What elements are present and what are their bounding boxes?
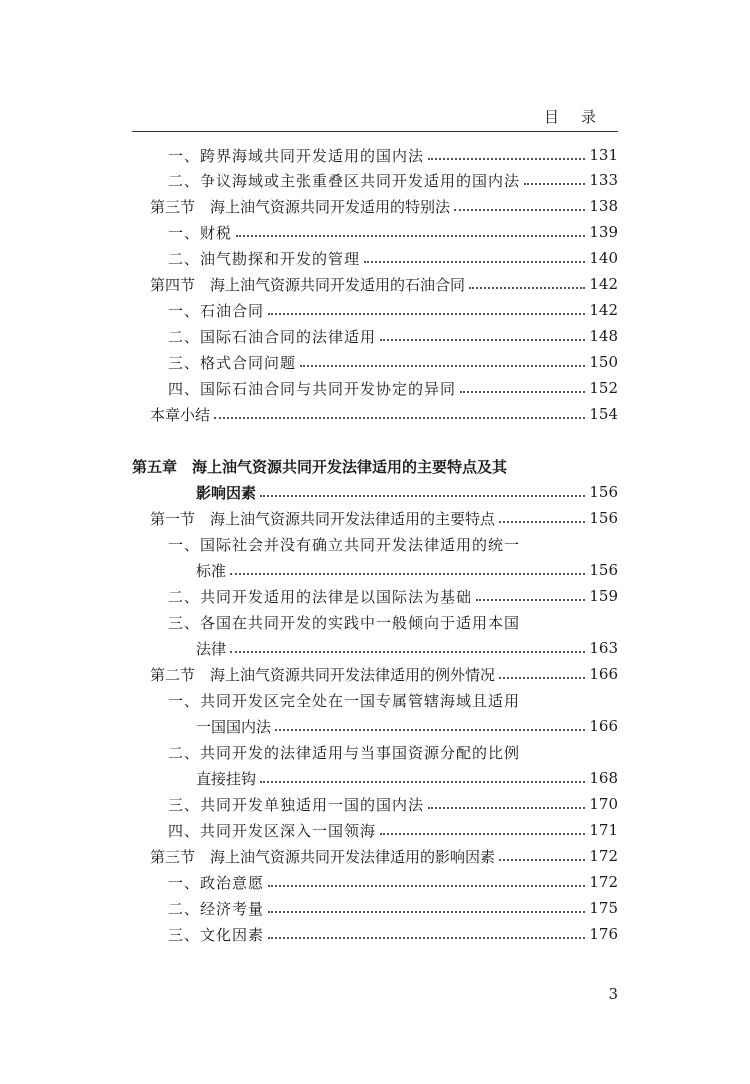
toc-entry-label: 一、跨界海域共同开发适用的国内法 (168, 146, 425, 165)
toc-entry-page: 152 (589, 379, 618, 397)
toc-entry-label: 二、共同开发的法律适用与当事国资源分配的比例 (168, 743, 521, 762)
toc-entry-label: 影响因素 (196, 483, 257, 502)
toc-dot-leader (476, 585, 585, 601)
toc-entry (0, 741, 618, 763)
toc-dot-leader (268, 299, 585, 315)
toc-entry-label: 第五章 海上油气资源共同开发法律适用的主要特点及其 (132, 457, 508, 476)
toc-entry-label: 四、国际石油合同与共同开发协定的异同 (168, 379, 457, 398)
toc-entry-label: 第二节 海上油气资源共同开发法律适用的例外情况 (150, 665, 496, 684)
toc-dot-leader (454, 195, 585, 211)
toc-dot-leader (268, 923, 585, 939)
toc-entry-label: 一、政治意愿 (168, 873, 265, 892)
toc-entry (0, 195, 618, 217)
toc-dot-leader (499, 663, 585, 679)
toc-entry-label: 一、共同开发区完全处在一国专属管辖海域且适用 (168, 691, 521, 710)
toc-entry (0, 923, 618, 945)
toc-entry-label: 三、各国在共同开发的实践中一般倾向于适用本国 (168, 613, 521, 632)
toc-entry (0, 247, 618, 269)
toc-entry-page: 170 (589, 795, 618, 813)
toc-dot-leader (380, 325, 585, 341)
toc-entry-label: 三、文化因素 (168, 925, 265, 944)
toc-dot-leader (380, 819, 585, 835)
toc-entry (0, 533, 618, 555)
toc-entry-label: 二、经济考量 (168, 899, 265, 918)
toc-entry-page: 142 (589, 301, 618, 319)
toc-entry (0, 897, 618, 919)
toc-dot-leader (230, 637, 585, 653)
toc-entry-label: 二、油气勘探和开发的管理 (168, 249, 361, 268)
toc-entry-label: 第四节 海上油气资源共同开发适用的石油合同 (150, 275, 466, 294)
toc-entry-label: 四、共同开发区深入一国领海 (168, 821, 377, 840)
toc-dot-leader (230, 559, 585, 575)
toc-entry-page: 156 (589, 561, 618, 579)
toc-dot-leader (236, 221, 585, 237)
toc-entry (0, 689, 618, 711)
toc-entry (0, 351, 618, 373)
toc-dot-leader (268, 871, 585, 887)
toc-entry-label: 本章小结 (150, 405, 211, 424)
toc-entry-page: 156 (589, 509, 618, 527)
toc-entry-label: 二、共同开发适用的法律是以国际法为基础 (168, 587, 473, 606)
toc-dot-leader (364, 247, 585, 263)
toc-entry-label: 三、共同开发单独适用一国的国内法 (168, 795, 425, 814)
toc-entry-page: 139 (589, 223, 618, 241)
toc-entry (0, 715, 618, 737)
toc-entry-page: 163 (589, 639, 618, 657)
toc-dot-leader (260, 481, 585, 497)
toc-entry-label: 二、争议海域或主张重叠区共同开发适用的国内法 (168, 171, 521, 190)
toc-entry (0, 793, 618, 815)
toc-entry-page: 172 (589, 847, 618, 865)
toc-entry (0, 481, 618, 503)
toc-dot-leader (499, 845, 585, 861)
toc-entry-page: 156 (589, 483, 618, 501)
toc-entry (0, 221, 618, 243)
toc-entry (0, 299, 618, 321)
toc-entry-label: 一、财税 (168, 223, 233, 242)
toc-dot-leader (428, 144, 585, 160)
toc-entry (0, 455, 618, 477)
toc-entry-page: 166 (589, 665, 618, 683)
toc-entry-page: 142 (589, 275, 618, 293)
toc-dot-leader (524, 169, 585, 185)
toc-entry-page: 175 (589, 899, 618, 917)
toc-dot-leader (460, 377, 585, 393)
toc-entry (0, 377, 618, 399)
toc-entry-page: 154 (589, 405, 618, 423)
page-number: 3 (608, 985, 618, 1003)
toc-entry-label: 一、石油合同 (168, 301, 265, 320)
toc-entry (0, 871, 618, 893)
toc-entry-label: 一、国际社会并没有确立共同开发法律适用的统一 (168, 535, 521, 554)
toc-entry-label: 一国国内法 (196, 717, 272, 736)
toc-entry-page: 138 (589, 197, 618, 215)
toc-entry (0, 403, 618, 425)
toc-entry-page: 172 (589, 873, 618, 891)
toc-entry-page: 166 (589, 717, 618, 735)
toc-entry (0, 637, 618, 659)
toc-entry-page: 140 (589, 249, 618, 267)
toc-entry-label: 标准 (196, 561, 227, 580)
toc-dot-leader (499, 507, 585, 523)
toc-entry (0, 144, 618, 166)
toc-dot-leader (300, 351, 585, 367)
toc-entry-page: 150 (589, 353, 618, 371)
toc-entry-page: 159 (589, 587, 618, 605)
toc-entry-label: 三、格式合同问题 (168, 353, 297, 372)
toc-entry (0, 663, 618, 685)
toc-dot-leader (268, 897, 585, 913)
toc-entry-label: 二、国际石油合同的法律适用 (168, 327, 377, 346)
toc-entry-page: 171 (589, 821, 618, 839)
toc-entry (0, 767, 618, 789)
toc-entry (0, 273, 618, 295)
toc-dot-leader (428, 793, 585, 809)
toc-dot-leader (214, 403, 585, 419)
toc-entry-label: 第三节 海上油气资源共同开发法律适用的影响因素 (150, 847, 496, 866)
toc-entry-page: 176 (589, 925, 618, 943)
toc-dot-leader (469, 273, 585, 289)
toc-entry-label: 第三节 海上油气资源共同开发适用的特别法 (150, 197, 451, 216)
toc-entry-page: 131 (589, 146, 618, 164)
toc-dot-leader (260, 767, 585, 783)
toc-entry-label: 法律 (196, 639, 227, 658)
toc-entry-label: 直接挂钩 (196, 769, 257, 788)
toc-entry (0, 169, 618, 191)
toc-entry (0, 585, 618, 607)
toc-entry (0, 845, 618, 867)
toc-entry-page: 168 (589, 769, 618, 787)
toc-entry (0, 507, 618, 529)
toc-entry (0, 559, 618, 581)
toc-entry (0, 611, 618, 633)
toc-entry (0, 819, 618, 841)
toc-entry-label: 第一节 海上油气资源共同开发法律适用的主要特点 (150, 509, 496, 528)
running-header-title: 目录 (543, 108, 618, 126)
toc-entry-page: 133 (589, 171, 618, 189)
toc-entry (0, 325, 618, 347)
toc-entry-page: 148 (589, 327, 618, 345)
toc-dot-leader (275, 715, 585, 731)
